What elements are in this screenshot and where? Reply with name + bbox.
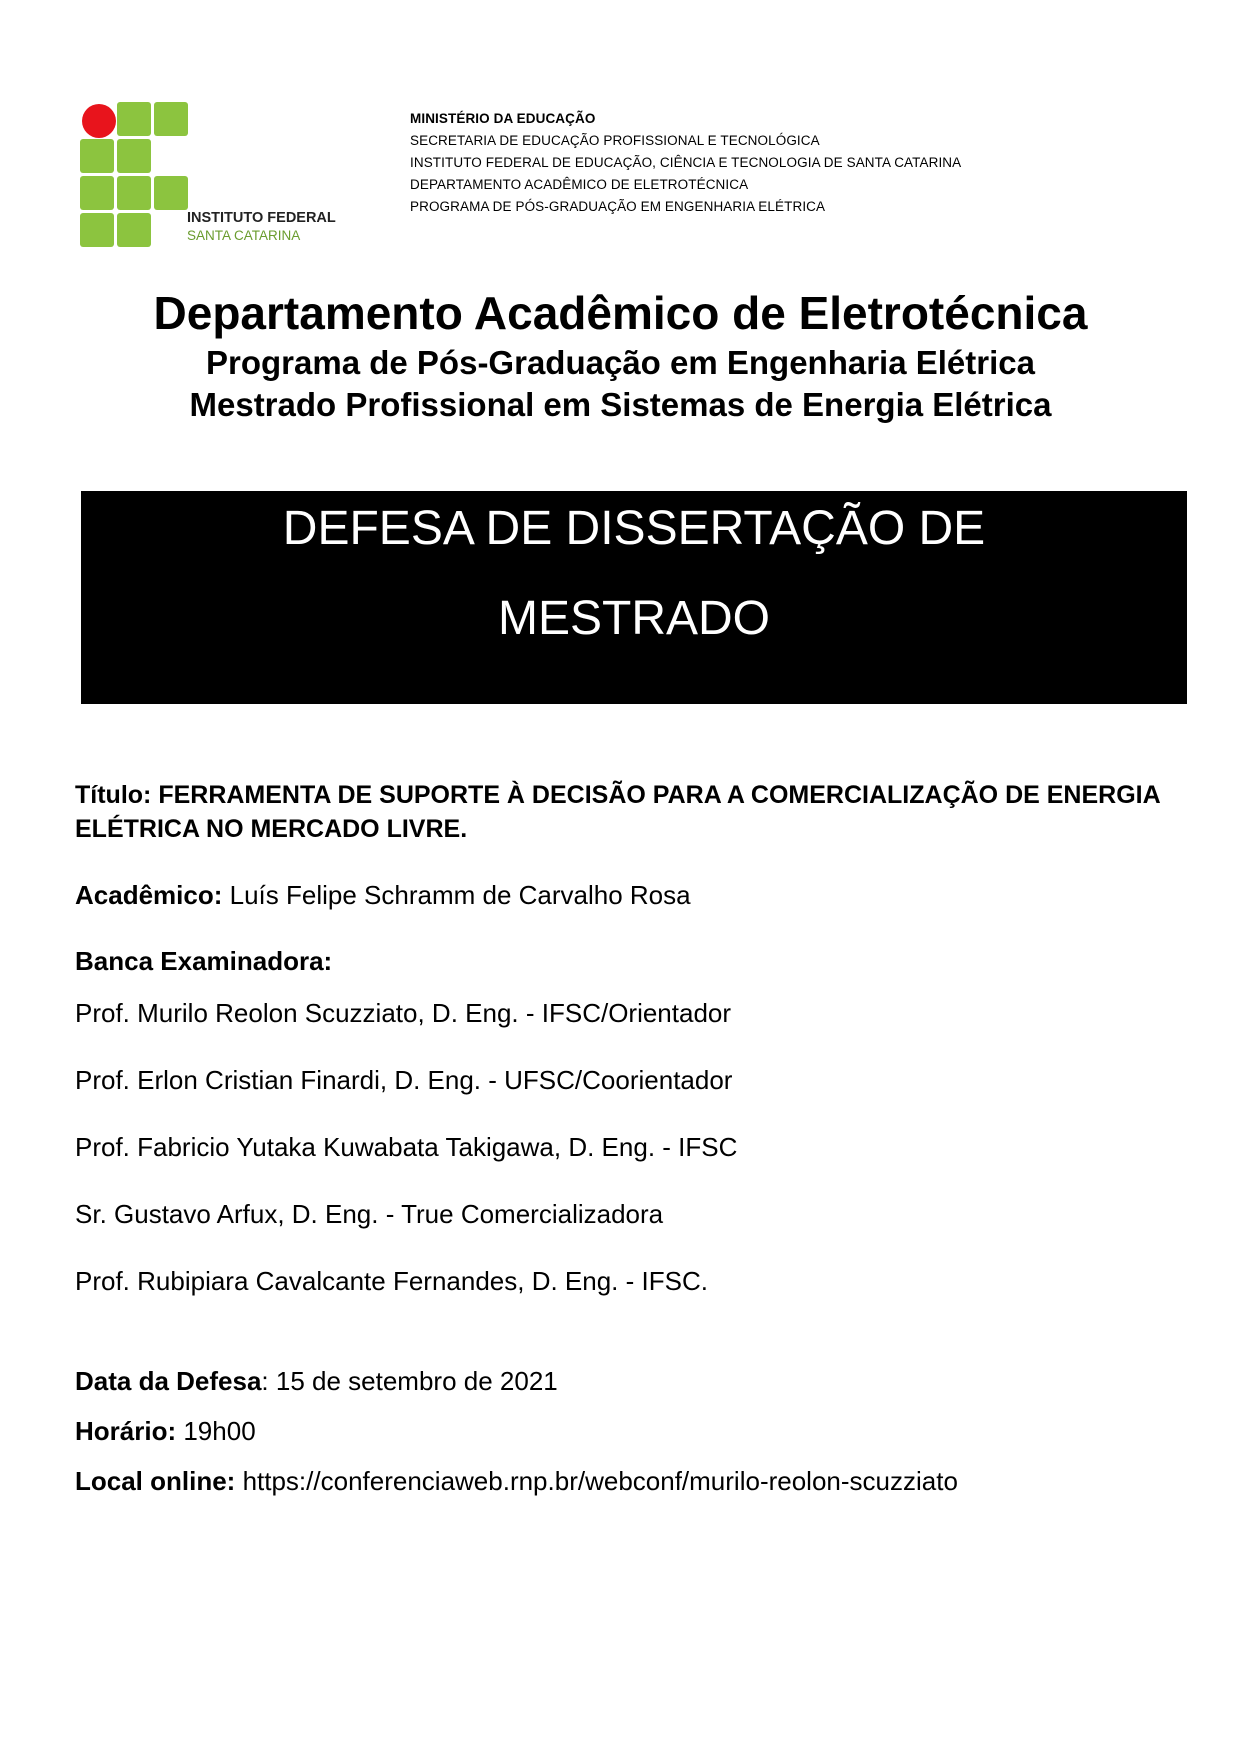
time-label: Horário: bbox=[75, 1416, 177, 1446]
department-heading: Departamento Acadêmico de Eletrotécnica bbox=[153, 287, 1088, 339]
title-label: Título: bbox=[75, 781, 159, 809]
date-label: Data da Defesa bbox=[75, 1366, 262, 1396]
institution-line: SECRETARIA DE EDUCAÇÃO PROFISSIONAL E TECNOLÓGICA bbox=[410, 133, 820, 148]
logo-red-circle bbox=[82, 104, 116, 138]
logo-cell bbox=[117, 102, 151, 136]
institution-header bbox=[410, 108, 961, 218]
institution-line: PROGRAMA DE PÓS-GRADUAÇÃO EM ENGENHARIA ELÉTRICA bbox=[410, 199, 826, 214]
logo-name-line1: INSTITUTO FEDERAL bbox=[187, 210, 336, 226]
logo-cell bbox=[80, 176, 114, 210]
program-heading: Programa de Pós-Graduação em Engenharia Elétrica bbox=[206, 344, 1035, 381]
logo-name-line2: SANTA CATARINA bbox=[187, 228, 301, 243]
student-name: Luís Felipe Schramm de Carvalho Rosa bbox=[222, 880, 691, 910]
institution-line: DEPARTAMENTO ACADÊMICO DE ELETROTÉCNICA bbox=[410, 177, 749, 192]
student-row bbox=[75, 880, 691, 911]
location-label: Local online: bbox=[75, 1466, 236, 1496]
committee-label-text: Banca Examinadora: bbox=[75, 946, 333, 976]
ifsc-logo bbox=[80, 102, 340, 252]
committee-label bbox=[75, 946, 332, 977]
logo-cell bbox=[117, 139, 151, 173]
committee-member: Prof. Erlon Cristian Finardi, D. Eng. - UFSC/Coorientador bbox=[75, 1065, 733, 1095]
defense-date-row bbox=[75, 1366, 558, 1397]
committee-member: Prof. Fabricio Yutaka Kuwabata Takigawa, D. Eng. - IFSC bbox=[75, 1132, 738, 1162]
logo-cell bbox=[80, 213, 114, 247]
logo-cell bbox=[80, 139, 114, 173]
banner-line1: DEFESA DE DISSERTAÇÃO DE bbox=[282, 502, 986, 555]
thesis-title bbox=[75, 778, 1185, 846]
location-link[interactable]: https://conferenciaweb.rnp.br/webconf/murilo-reolon-scuzziato bbox=[235, 1466, 958, 1496]
committee-member: Sr. Gustavo Arfux, D. Eng. - True Comercializadora bbox=[75, 1199, 664, 1229]
defense-banner bbox=[81, 491, 1187, 704]
title-text: FERRAMENTA DE SUPORTE À DECISÃO PARA A COMERCIALIZAÇÃO DE ENERGIA ELÉTRICA NO MERCADO LIVRE. bbox=[75, 781, 1160, 843]
logo-cell bbox=[117, 213, 151, 247]
committee-member: Prof. Rubipiara Cavalcante Fernandes, D. Eng. - IFSC. bbox=[75, 1266, 708, 1296]
logo-cell bbox=[154, 176, 188, 210]
defense-location-row bbox=[75, 1466, 958, 1497]
student-label: Acadêmico: bbox=[75, 880, 223, 910]
logo-cell bbox=[154, 102, 188, 136]
defense-time-row bbox=[75, 1416, 256, 1447]
date-value: : 15 de setembro de 2021 bbox=[261, 1366, 558, 1396]
institution-line: MINISTÉRIO DA EDUCAÇÃO bbox=[410, 111, 596, 126]
committee-member: Prof. Murilo Reolon Scuzziato, D. Eng. - IFSC/Orientador bbox=[75, 998, 732, 1028]
time-value: 19h00 bbox=[176, 1416, 256, 1446]
course-heading: Mestrado Profissional em Sistemas de Energia Elétrica bbox=[189, 386, 1052, 423]
banner-line2: MESTRADO bbox=[497, 592, 770, 645]
institution-line: INSTITUTO FEDERAL DE EDUCAÇÃO, CIÊNCIA E TECNOLOGIA DE SANTA CATARINA bbox=[410, 155, 962, 170]
logo-cell bbox=[117, 176, 151, 210]
